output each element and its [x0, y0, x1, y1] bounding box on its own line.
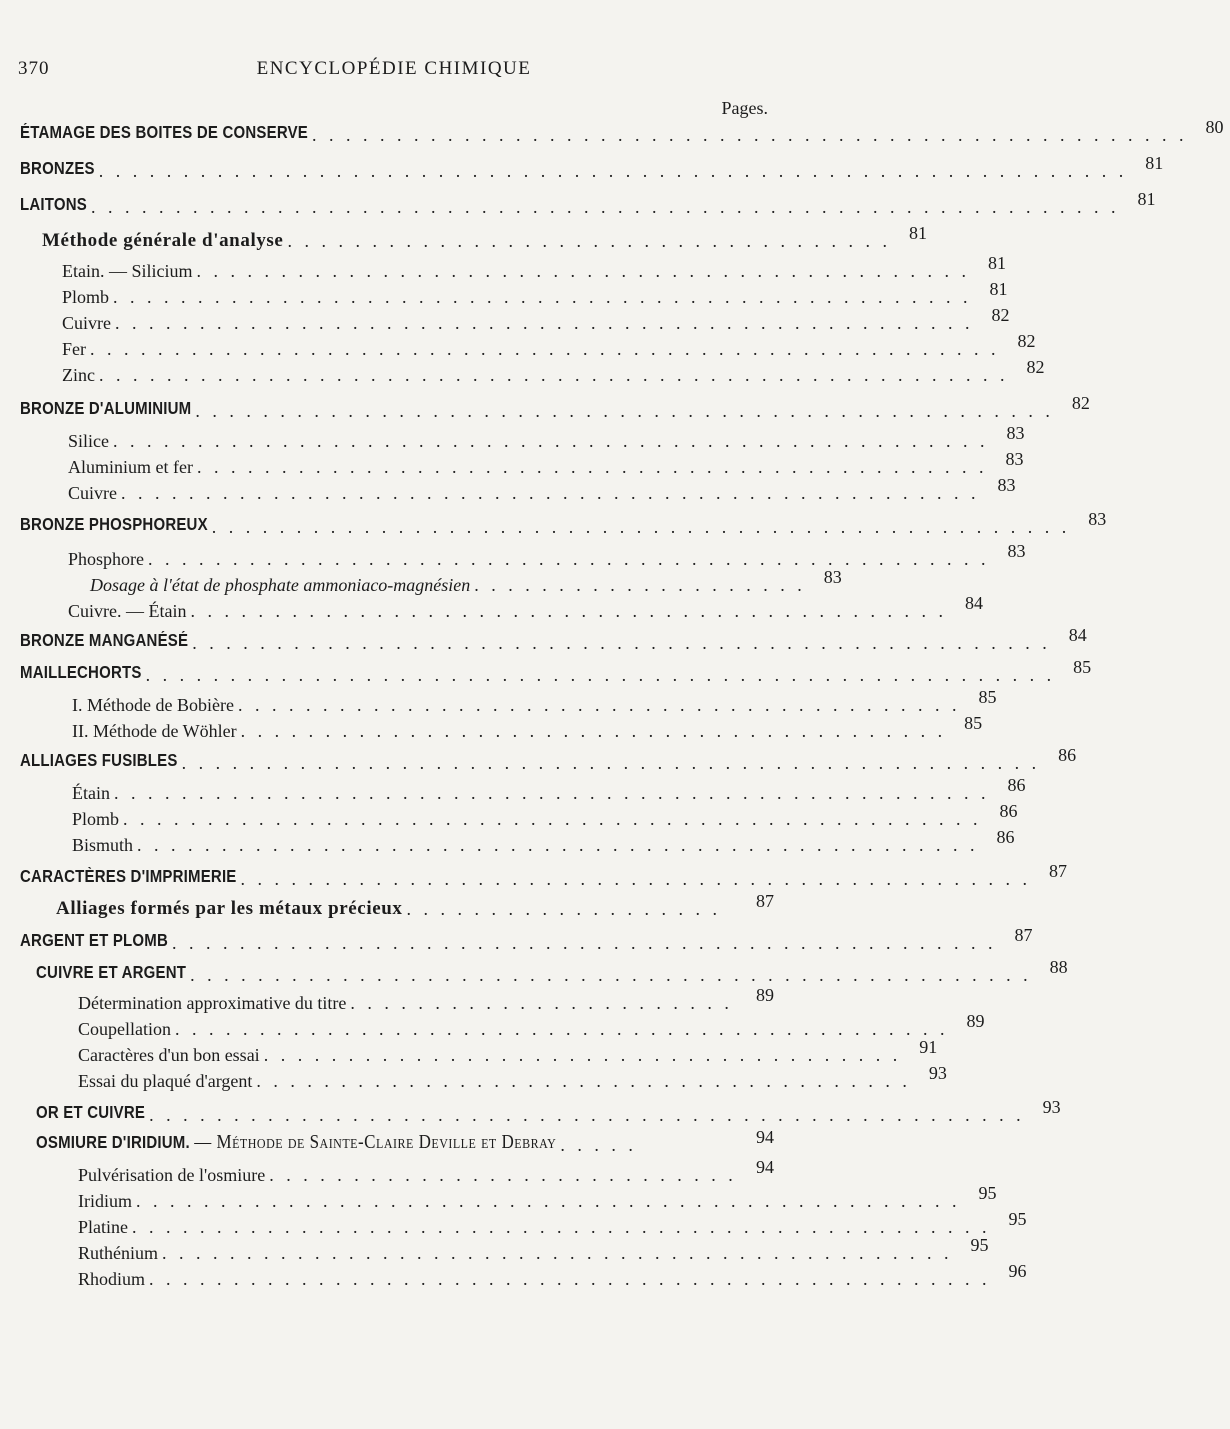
toc-entry-page: 83 [1007, 541, 1026, 561]
toc-entry-page: 81 [988, 253, 1006, 273]
toc-entry-label: Alliages formés par les métaux précieux [56, 898, 403, 919]
toc-entry-page: 83 [997, 475, 1016, 495]
leader-dots: . . . . . . . . . . . . . . . . . . . . . . . . . . . . . . . . . . . . [287, 231, 891, 251]
leader-dots: . . . . . . . . . . . . . . . . . . . . . . . . . . . . . . . . . . . . . . . . . . . . . . . [240, 869, 1032, 889]
toc-entry-page: 95 [1008, 1209, 1027, 1229]
leader-dots: . . . . . . . . . . . . . . . . . . . . . . . . . . . . . . . . . . . . . . . . . . . . . . . . . . [149, 1269, 991, 1289]
toc-entry-label: Cuivre. — Étain [68, 601, 187, 621]
toc-entry-label: Étain [72, 783, 110, 803]
leader-dots: . . . . . . . . . . . . . . . . . . . . . . . . . . . . . . . . . . . . . . . . . . . . . . . [162, 1243, 953, 1263]
leader-dots: . . . . . . . . . . . . . . . . . . . . . . . . . . . . [269, 1165, 737, 1185]
leader-dots: . . . . . . . . . . . . . . . . . . . . . . . . . . . . . . . . . . . . . . . . . . . . . . . . . . . [211, 517, 1071, 537]
toc-entry-label: Rhodium [78, 1269, 146, 1289]
leader-dots: . . . . . . . . . . . . . . . . . . . . . . . . . . . . . . . . . . . . . . . . . . . . . . . . . . . [181, 753, 1041, 773]
toc-entry-label: Plomb [72, 809, 120, 829]
toc-entry [20, 861, 1068, 890]
leader-dots: . . . . . . . . . . . . . . . . . . . . . . . . . . . . . . . . . . . . . . . . . . . . . . [175, 1019, 949, 1039]
toc-entry-page: 95 [978, 1183, 997, 1203]
toc-entry [72, 687, 997, 716]
toc-entry-page: 93 [1042, 1097, 1061, 1117]
toc-entry-page: 85 [978, 687, 997, 707]
toc-entry [62, 253, 1006, 282]
toc-entry [62, 279, 1008, 308]
toc-entry [72, 801, 1018, 830]
toc-entry-page: 89 [756, 985, 774, 1005]
toc-entry-label: Dosage à l'état de phosphate ammoniaco-magnésien [90, 575, 471, 595]
toc-entry-label: OR ET CUIVRE [36, 1103, 146, 1123]
toc-entry-page: 87 [1049, 861, 1068, 881]
toc-entry [20, 393, 1090, 422]
leader-dots: . . . . . . . . . . . . . . . . . . . . . . . . . . . . . . . . . . . . . . . . . . . . . . . . . . . [113, 287, 972, 307]
toc-entry-page: 95 [970, 1235, 989, 1255]
toc-entry [72, 713, 983, 742]
leader-dots: . . . . . . . . . . . . . . . . . . . . . . . . . . . . . . . . . . . . . . . . . . . . . . . [196, 457, 988, 477]
toc-entry-label: CARACTÈRES D'IMPRIMERIE [20, 867, 237, 887]
toc-entry-page: 86 [1007, 775, 1026, 795]
toc-entry-page: 82 [1071, 393, 1090, 413]
toc-entry [20, 745, 1077, 774]
leader-dots: . . . . . . . . . . . . . . . . . . . . . . . . . . . . . . . . . . . . . . . . . . . . . . . . . [172, 933, 997, 953]
running-header [18, 58, 770, 86]
leader-dots: . . . . . . . . . . . . . . . . . . . . . . . . . . . . . . . . . . . . . . . . . . . . . . . . . . [148, 549, 990, 569]
toc-entry-page: 81 [1137, 189, 1156, 209]
toc-entry-label: Caractères d'un bon essai [78, 1045, 260, 1065]
leader-dots: . . . . . . . . . . . . . . . . . . . . . . . . . . . . . . . . . . . . . . . . . . . . . . . . . . . [192, 633, 1051, 653]
toc-section-entry [56, 891, 780, 920]
toc-entry [20, 657, 1092, 686]
leader-dots: . . . . . . . . . . . . . . . . . . . . . . . . . . . . . . . . . . . . . . . . . . . . . . . . . . [190, 965, 1032, 985]
toc-entry-page: 84 [964, 593, 983, 613]
toc-entry-label: Iridium [78, 1191, 132, 1211]
toc-entry [72, 827, 1015, 856]
leader-dots: . . . . . . . . . . . . . . . . . . . . . . . . . . . . . . . . . . . . . . . . . . . . . [190, 601, 947, 621]
toc-entry-page: 94 [756, 1127, 774, 1147]
toc-entry-label: Détermination approximative du titre [78, 993, 347, 1013]
toc-entry-label: Coupellation [78, 1019, 171, 1039]
toc-entry-page: 81 [908, 223, 927, 243]
toc-entry [78, 1063, 947, 1092]
toc-entry [20, 117, 1224, 146]
toc-entry-page: 87 [1014, 925, 1033, 945]
toc-entry-label: MAILLECHORTS [20, 663, 142, 683]
toc-entry-page: 91 [919, 1037, 938, 1057]
toc-entry-label: ALLIAGES FUSIBLES [20, 751, 178, 771]
leader-dots: . . . . . . . . . . . . . . . . . . . . . . . . . . . . . . . . . . . . . . . . . . [240, 721, 947, 741]
toc-entry [78, 1261, 1027, 1290]
leader-dots: . . . . . . . . . . . . . . . . . . . . . . . . . . . . . . . . . . . . . . . . . . . . . . . . . . . . [113, 431, 989, 451]
toc-entry-label: Zinc [62, 365, 95, 385]
toc-entry [62, 331, 1036, 360]
toc-entry-page: 81 [989, 279, 1008, 299]
leader-dots: . . . . . . . . . . . . . . . . . . . . . . . . . . . . . . . . . . . . . . . . . . . . . . . . . . . . . . . . . . . . . [90, 197, 1120, 217]
toc-entry-page: 96 [1008, 1261, 1027, 1281]
toc-entry [62, 305, 1010, 334]
toc-entry-page: 85 [1073, 657, 1092, 677]
leader-dots: . . . . . . . . . . . . . . . . . . . . . . . . . . . . . . . . . . . . . . . . . . . [237, 695, 961, 715]
toc-entry-label: Phosphore [68, 549, 144, 569]
toc-entry [68, 449, 1024, 478]
leader-dots: . . . . . . . . . . . . . . . . . . . . . . . . . . . . . . . . . . . . . . . . . . . . . . . . . . . . [149, 1105, 1025, 1125]
toc-entry-page: 85 [964, 713, 983, 733]
pages-column-label: Pages. [721, 98, 768, 118]
toc-entry-label: II. Méthode de Wöhler [72, 721, 237, 741]
toc-entry-page: 89 [966, 1011, 985, 1031]
leader-dots: . . . . . . . . . . . . . . . . . . . . . . . . . . . . . . . . . . . . . . . . . . . . . . . . . . . [121, 483, 980, 503]
toc-entry-label-suffix: — Méthode de Sainte-Claire Deville et Debray [194, 1130, 557, 1153]
toc-entry-label: BRONZE D'ALUMINIUM [20, 399, 192, 419]
leader-dots: . . . . . . . . . . . . . . . . . . . . . . . . . . . . . . . . . . . . . . . . . . . . . . [196, 261, 970, 281]
toc-entry [90, 567, 842, 596]
toc-entry-label-main: OSMIURE D'IRIDIUM. [36, 1133, 190, 1153]
toc-entry-label: I. Méthode de Bobière [72, 695, 234, 715]
toc-entry-label: CUIVRE ET ARGENT [36, 963, 187, 983]
toc-entry-label: LAITONS [20, 195, 87, 215]
toc-entry-page: 80 [1205, 117, 1224, 137]
leader-dots: . . . . . . . . . . . . . . . . . . . . . . . . . . . . . . . . . . . . . . . [256, 1071, 911, 1091]
toc-entry-page: 81 [1145, 153, 1164, 173]
toc-entry [78, 1011, 985, 1040]
toc-entry-label: Etain. — Silicium [62, 261, 193, 281]
toc-section-entry [42, 223, 927, 252]
toc-entry [72, 775, 1026, 804]
leader-dots: . . . . . . . . . . . . . . . . . . . . . . . . . . . . . . . . . . . . . . . . . . . . . . . . . . [137, 835, 979, 855]
toc-entry [78, 1183, 997, 1212]
toc-entry [20, 509, 1107, 538]
toc-entry-page: 83 [1088, 509, 1107, 529]
toc-entry-label: Silice [68, 431, 109, 451]
toc-entry [68, 541, 1026, 570]
leader-dots: . . . . . . . . . . . . . . . . . . . . . . . . . . . . . . . . . . . . . . . . . . . . . . . . . . . [115, 313, 974, 333]
toc-entry-page: 83 [1005, 449, 1024, 469]
toc-entry-label: Méthode générale d'analyse [42, 230, 284, 251]
running-title: ENCYCLOPÉDIE CHIMIQUE [256, 58, 532, 79]
toc-entry [36, 957, 1068, 986]
toc-entry-page: 86 [996, 827, 1015, 847]
toc-entry-page: 84 [1068, 625, 1087, 645]
page-number: 370 [18, 58, 50, 79]
toc-entry-page: 87 [756, 891, 774, 911]
toc-entry [68, 593, 983, 622]
toc-entry-page: 82 [991, 305, 1010, 325]
leader-dots: . . . . . . . . . . . . . . . . . . . . . . . . . . . . . . . . . . . . . . . . . . . . . . . . . . . . . . [99, 365, 1009, 385]
leader-dots: . . . . . . . . . . . . . . . . . . . . . . . . . . . . . . . . . . . . . . . . . . . . . . . . . [136, 1191, 961, 1211]
toc-entry-page: 82 [1026, 357, 1045, 377]
toc-entry [20, 925, 1033, 954]
toc-entry-label: Aluminium et fer [68, 457, 193, 477]
leader-dots: . . . . . . . . . . . . . . . . . . . . . . . . . . . . . . . . . . . . . . . . . . . . . . . . . . . . . . [90, 339, 1000, 359]
leader-dots: . . . . . . . . . . . . . . . . . . . . . . . . . . . . . . . . . . . . . . [263, 1045, 902, 1065]
toc-entry-label: ARGENT ET PLOMB [20, 931, 168, 951]
toc-entry [20, 189, 1156, 218]
leader-dots: . . . . . . . . . . . . . . . . . . . . . . . . . . . . . . . . . . . . . . . . . . . . . . . . . . . [123, 809, 982, 829]
leader-dots: . . . . . . . . . . . . . . . . . . . . . . . . . . . . . . . . . . . . . . . . . . . . . . . . . . . [195, 401, 1054, 421]
toc-entry [78, 985, 780, 1014]
toc-entry-page: 82 [1017, 331, 1036, 351]
leader-dots: . . . . . . . . . . . . . . . . . . . . . . . . . . . . . . . . . . . . . . . . . . . . . . . . . . . . [312, 125, 1188, 145]
leader-dots: . . . . . . . . . . . . . . . . . . . . . . . . . . . . . . . . . . . . . . . . . . . . . . . . . . . [132, 1217, 991, 1237]
toc-entry-label [36, 1130, 560, 1156]
leader-dots: . . . . . [560, 1135, 637, 1155]
toc-entry [62, 357, 1045, 386]
toc-entry-label: Cuivre [62, 313, 111, 333]
toc-entry [78, 1157, 780, 1186]
toc-entry [36, 1127, 780, 1156]
leader-dots: . . . . . . . . . . . . . . . . . . . . . . . . . . . . . . . . . . . . . . . . . . . . . . . . . . . . . . [145, 665, 1056, 685]
leader-dots: . . . . . . . . . . . . . . . . . . . [406, 899, 722, 919]
toc-entry-label: Plomb [62, 287, 110, 307]
toc-entry [78, 1209, 1027, 1238]
toc-entry-page: 93 [928, 1063, 947, 1083]
toc-entry-label: Platine [78, 1217, 128, 1237]
toc-entry [68, 423, 1025, 452]
toc-entry-label: Ruthénium [78, 1243, 158, 1263]
leader-dots: . . . . . . . . . . . . . . . . . . . . . . . . . . . . . . . . . . . . . . . . . . . . . . . . . . . . [114, 783, 990, 803]
toc-entry [78, 1235, 989, 1264]
toc-entry-label: Cuivre [68, 483, 117, 503]
leader-dots: . . . . . . . . . . . . . . . . . . . . [474, 575, 806, 595]
leader-dots: . . . . . . . . . . . . . . . . . . . . . . . [350, 993, 733, 1013]
toc-entry-label: BRONZE PHOSPHOREUX [20, 515, 208, 535]
toc-entry-label: Fer [62, 339, 86, 359]
toc-entry-page: 88 [1049, 957, 1068, 977]
toc-entry [36, 1097, 1061, 1126]
toc-entry-label: Bismuth [72, 835, 134, 855]
toc-entry-label: ÉTAMAGE DES BOITES DE CONSERVE [20, 123, 308, 143]
toc-entry-label: Pulvérisation de l'osmiure [78, 1165, 266, 1185]
toc-entry [68, 475, 1016, 504]
toc-entry-label: BRONZE MANGANÉSÉ [20, 631, 189, 651]
toc-entry-page: 83 [1006, 423, 1025, 443]
toc-entry-page: 94 [756, 1157, 774, 1177]
leader-dots: . . . . . . . . . . . . . . . . . . . . . . . . . . . . . . . . . . . . . . . . . . . . . . . . . . . . . . . . . . . . . [98, 161, 1128, 181]
toc-entry-page: 86 [999, 801, 1018, 821]
toc-entry-label: Essai du plaqué d'argent [78, 1071, 253, 1091]
toc-entry [20, 153, 1164, 182]
toc-entry [78, 1037, 938, 1066]
toc-entry-label: BRONZES [20, 159, 95, 179]
toc-entry-page: 83 [823, 567, 842, 587]
toc-entry [20, 625, 1087, 654]
toc-entry-page: 86 [1058, 745, 1077, 765]
